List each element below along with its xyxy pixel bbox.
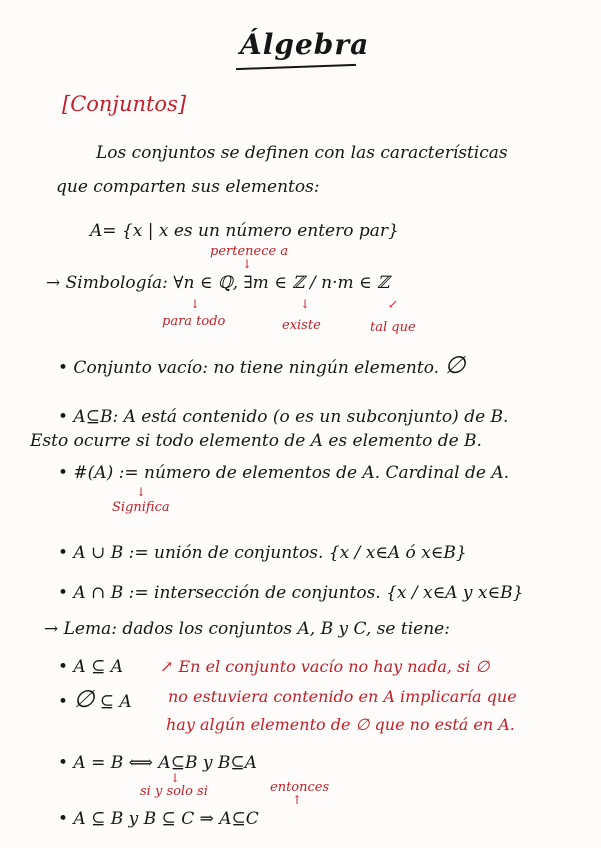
empty-set-symbol: ∅ [444, 351, 466, 379]
arrow-existe: ↓ [300, 297, 311, 311]
subset-line-1: • A⊆B: A está contenido (o es un subconjunto) de B. [58, 407, 509, 427]
lema-b [58, 685, 132, 713]
note-para-todo: para todo [162, 314, 226, 329]
empty-set-line [58, 351, 466, 379]
lema-b-rest: ⊆ A [99, 692, 132, 712]
intro-line-2: que comparten sus elementos: [56, 177, 320, 197]
intersection-line: • A ∩ B := intersección de conjuntos. {x / x∈A y x∈B} [58, 583, 524, 603]
red-note-text-1: En el conjunto vacío no hay nada, si ∅ [178, 657, 490, 676]
arrow-tal-que: ↙ [388, 297, 399, 311]
red-note-line-2: no estuviera contenido en A implicaría que [168, 687, 517, 706]
red-note-arrow: ↗ [160, 657, 179, 676]
intro-line-1: Los conjuntos se definen con las características [96, 143, 508, 163]
simbologia-line: → Simbología: ∀n ∈ ℚ, ∃m ∈ ℤ / n·m ∈ ℤ [46, 273, 390, 293]
subset-line-2: Esto ocurre si todo elemento de A es elemento de B. [30, 431, 482, 451]
arrow-si-solo-si: ↓ [170, 771, 181, 785]
page-title: Álgebra [240, 28, 370, 61]
union-line: • A ∪ B := unión de conjuntos. {x / x∈A ó x∈B} [58, 543, 467, 563]
lema-a: • A ⊆ A [58, 657, 124, 677]
note-significa: Significa [112, 500, 170, 515]
cardinal-line: • #(A) := número de elementos de A. Cardinal de A. [58, 463, 510, 483]
arrow-significa: ↓ [136, 485, 147, 499]
arrow-para-todo: ↓ [190, 297, 201, 311]
note-entonces: entonces [270, 780, 330, 795]
lema-b-bullet: • [58, 692, 69, 712]
title-underline [236, 64, 356, 70]
note-tal-que: tal que [370, 320, 416, 335]
section-heading: [Conjuntos] [62, 92, 187, 116]
red-note-line-1 [160, 656, 489, 678]
arrow-pertenece: ↓ [242, 257, 253, 271]
note-existe: existe [282, 318, 321, 333]
lema-line: → Lema: dados los conjuntos A, B y C, se tiene: [44, 619, 450, 639]
equality-line: • A = B ⟺ A⊆B y B⊆A [58, 753, 257, 773]
note-si-solo-si: si y solo si [140, 784, 208, 799]
lema-b-empty-symbol: ∅ [73, 685, 95, 713]
transitive-line: • A ⊆ B y B ⊆ C ⇒ A⊆C [58, 809, 259, 829]
set-example: A= {x | x es un número entero par} [90, 221, 399, 241]
arrow-entonces: ↑ [292, 793, 303, 807]
red-note-line-3: hay algún elemento de ∅ que no está en A. [166, 715, 515, 734]
empty-set-text: • Conjunto vacío: no tiene ningún elemento. [58, 358, 440, 378]
note-pertenece: pertenece a [210, 244, 289, 259]
